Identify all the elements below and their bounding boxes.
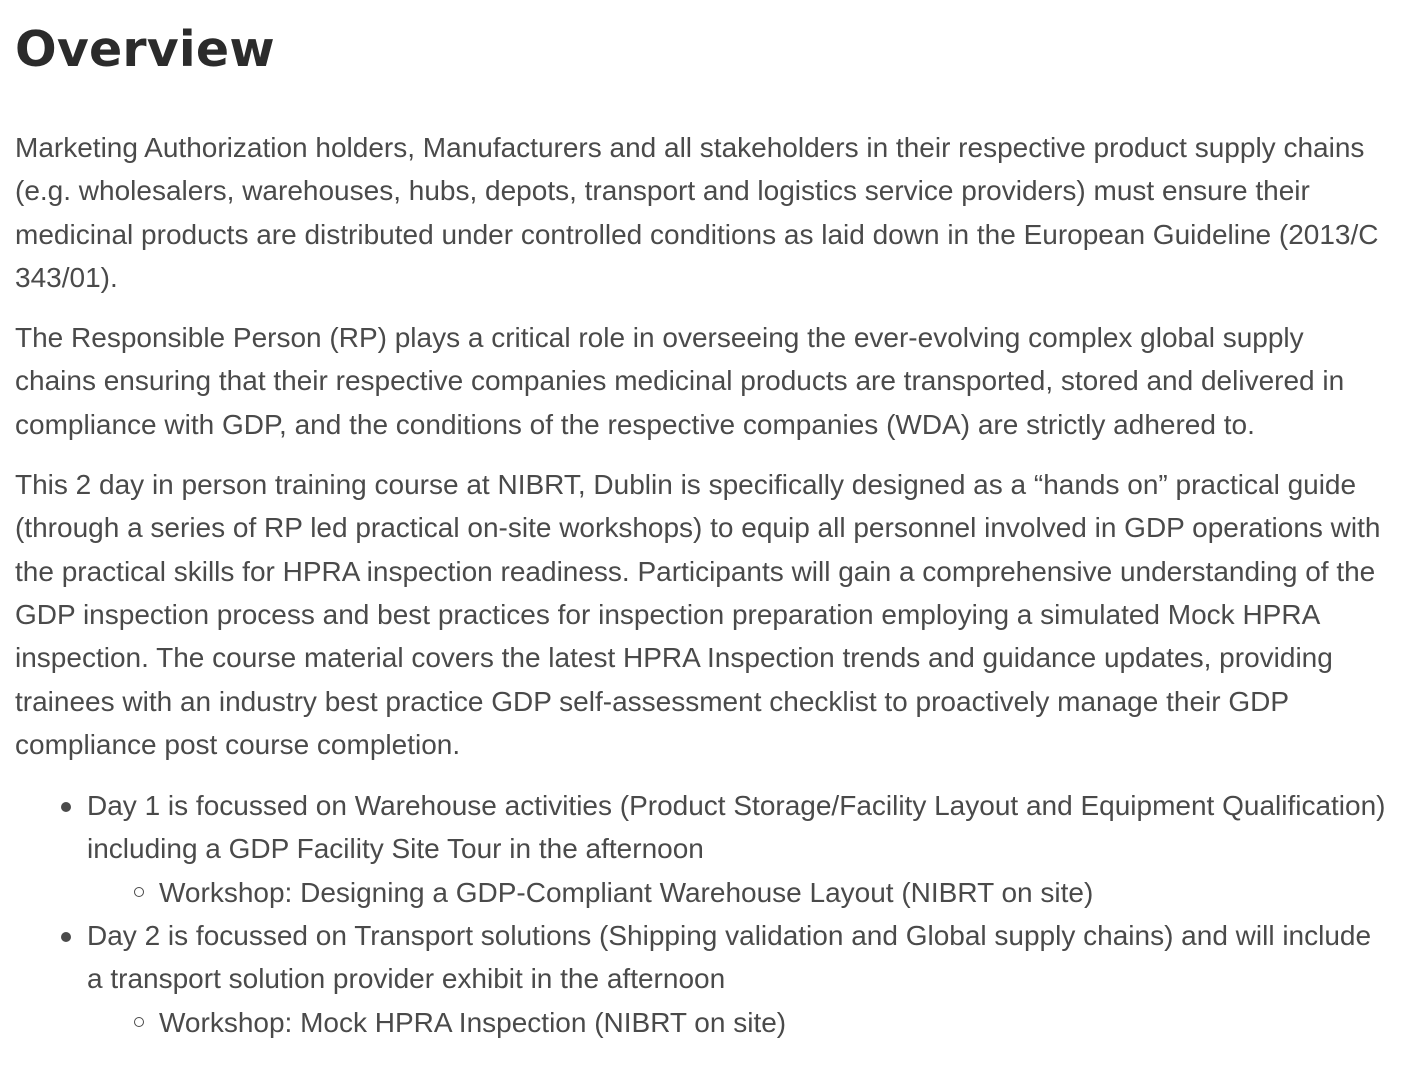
bullet-icon — [61, 932, 71, 942]
course-days-list — [15, 784, 1387, 1044]
day-1-text: Day 1 is focussed on Warehouse activities (Product Storage/Facility Layout and Equipment Qualification) including a GDP Facility Site Tour in the afternoon — [87, 790, 1386, 865]
day-1-sublist — [87, 871, 1387, 914]
list-item-day-2-workshop — [159, 1001, 1387, 1044]
day-2-sublist — [87, 1001, 1387, 1044]
day-2-text: Day 2 is focussed on Transport solutions (Shipping validation and Global supply chains) and will include a transport solution provider exhibit in the afternoon — [87, 920, 1372, 995]
day-1-workshop-text: Workshop: Designing a GDP-Compliant Warehouse Layout (NIBRT on site) — [159, 876, 1094, 908]
list-item-day-2 — [87, 914, 1387, 1044]
page-title: Overview — [15, 21, 275, 78]
paragraph-course-description: This 2 day in person training course at NIBRT, Dublin is specifically designed as a “hands on” practical guide (through a series of RP led practical on-site workshops) to equip all personnel involved in GDP operations with the practical skills for HPRA inspection readiness. Participants will gain a comprehensive understanding of the GDP inspection process and best practices for inspection preparation employing a simulated Mock HPRA inspection. The course material covers the latest HPRA Inspection trends and guidance updates, providing trainees with an industry best practice GDP self-assessment checklist to proactively manage their GDP compliance post course completion. — [15, 469, 1381, 760]
list-item-day-1 — [87, 784, 1387, 914]
list-item-day-1-workshop — [159, 871, 1387, 914]
circle-bullet-icon — [134, 1017, 144, 1027]
paragraph-intro: Marketing Authorization holders, Manufacturers and all stakeholders in their respective product supply chains (e.g. wholesalers, warehouses, hubs, depots, transport and logistics service providers) must ensure their medicinal products are distributed under controlled conditions as laid down in the European Guideline (2013/C 343/01). — [15, 132, 1379, 293]
paragraph-responsible-person: The Responsible Person (RP) plays a critical role in overseeing the ever-evolving complex global supply chains ensuring that their respective companies medicinal products are transported, stored and delivered in compliance with GDP, and the conditions of the respective companies (WDA) are strictly adhered to. — [15, 322, 1345, 440]
day-2-workshop-text: Workshop: Mock HPRA Inspection (NIBRT on site) — [159, 1006, 787, 1038]
bullet-icon — [61, 802, 71, 812]
circle-bullet-icon — [134, 887, 144, 897]
